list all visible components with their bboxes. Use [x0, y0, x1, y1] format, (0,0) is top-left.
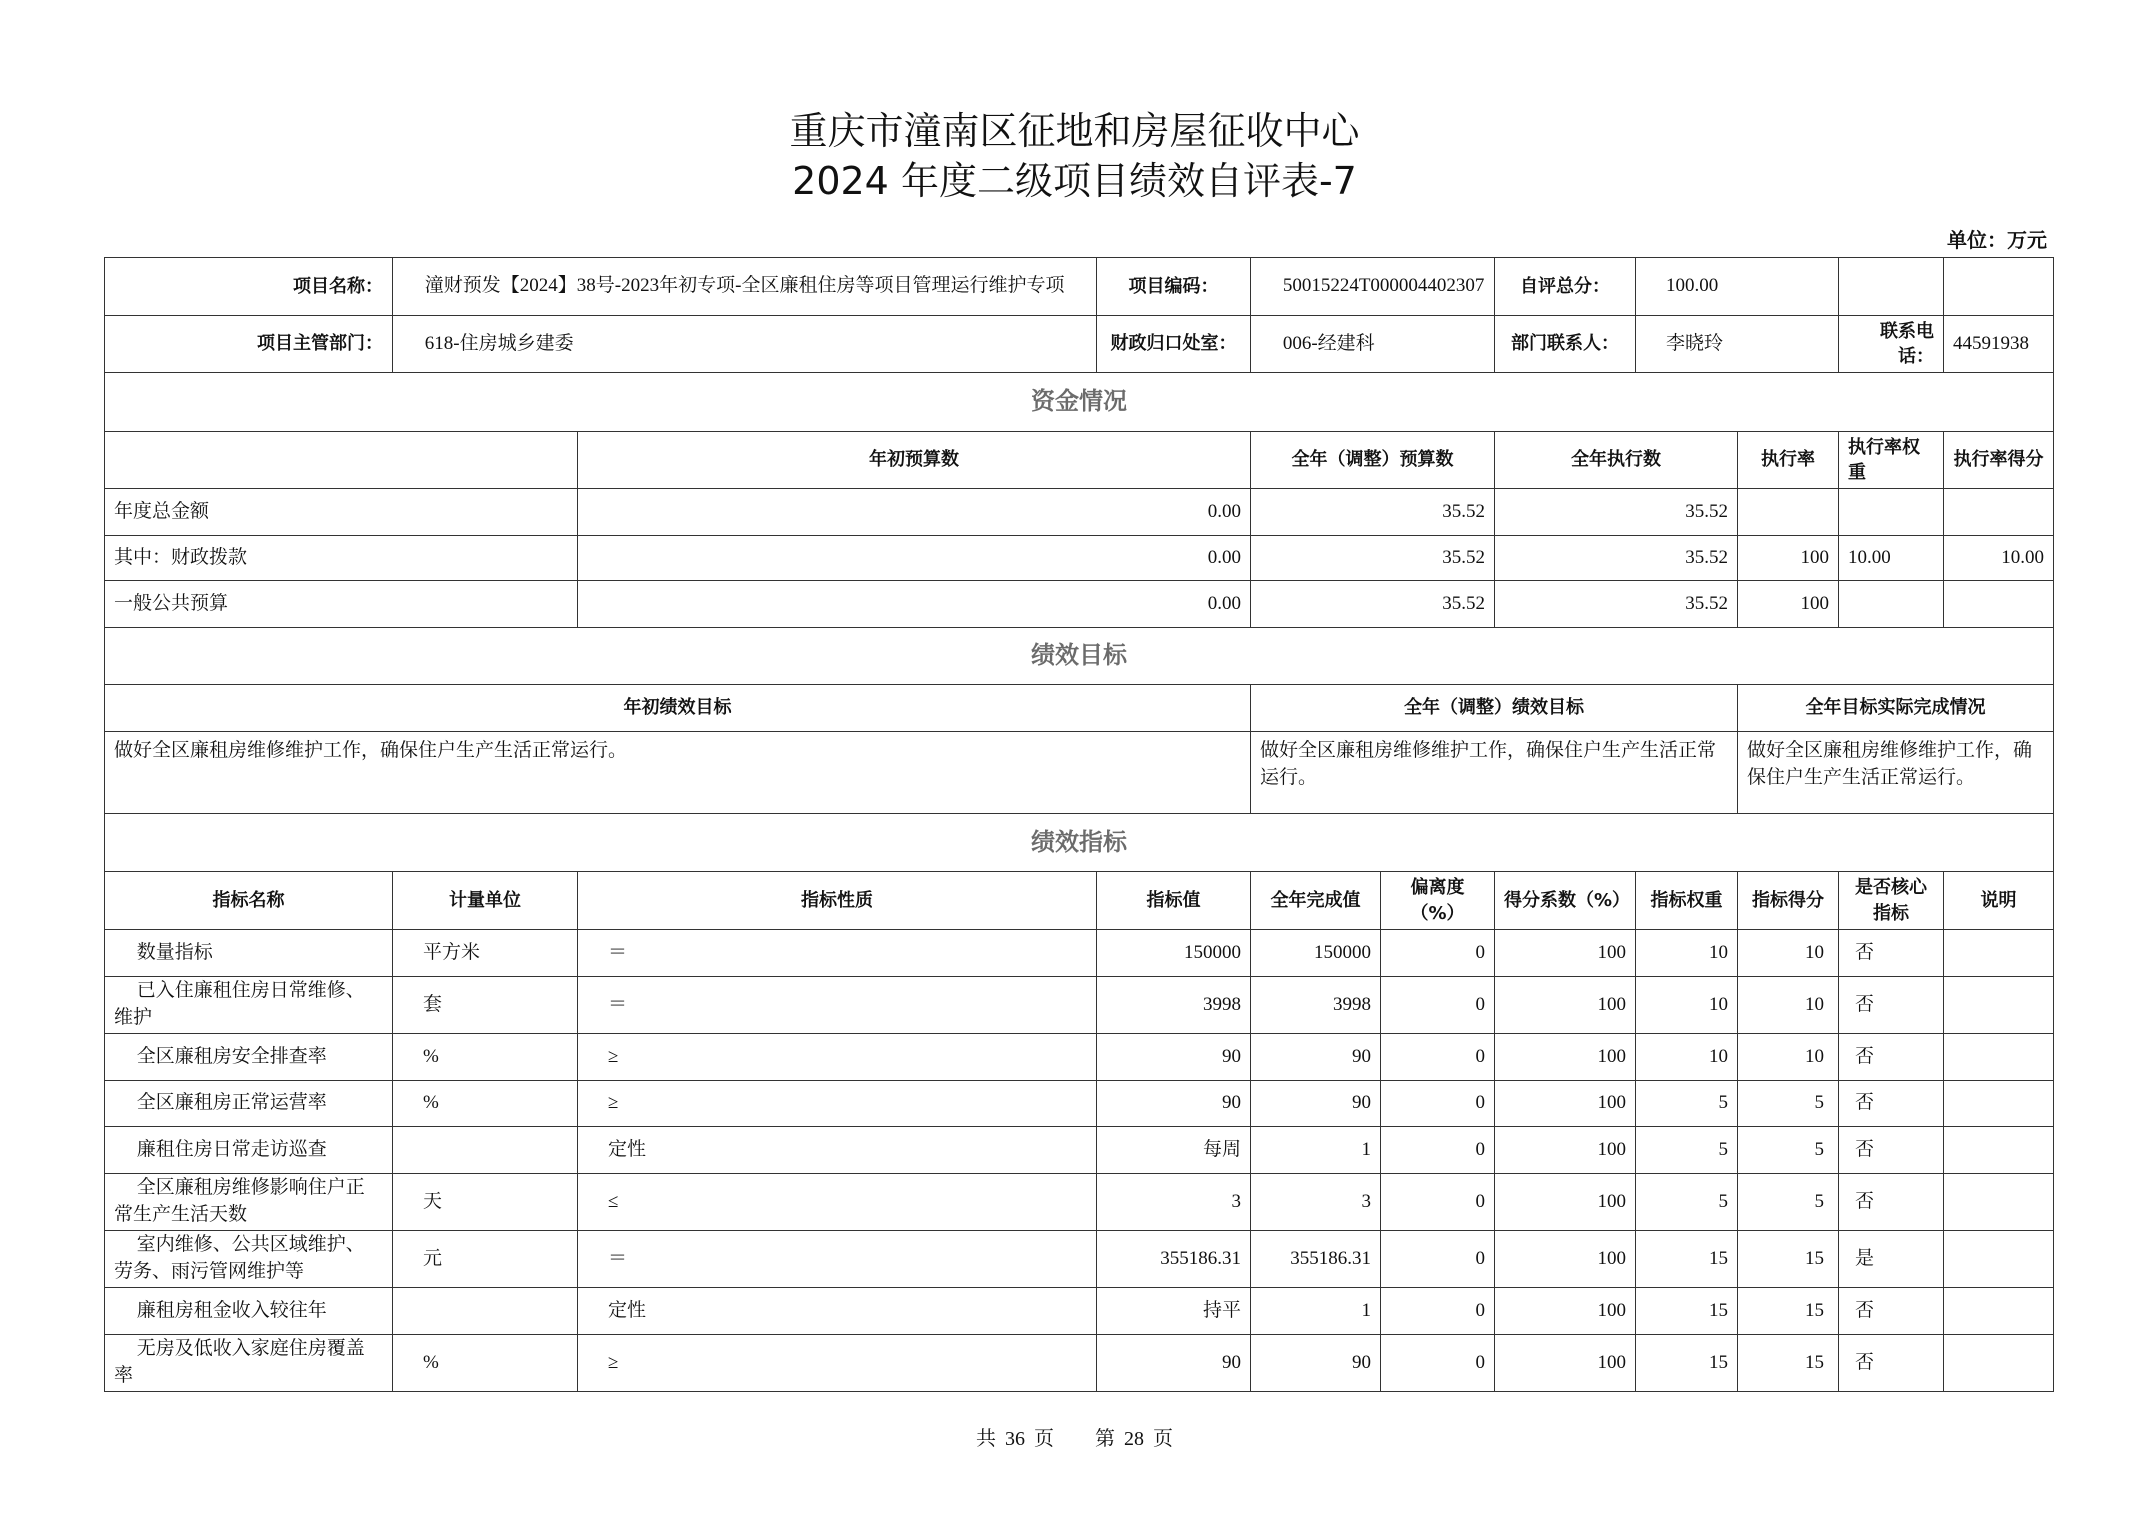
contact-label: 部门联系人：	[1495, 316, 1636, 373]
indicator-header-cell: 指标权重	[1636, 872, 1738, 930]
indicator-row	[105, 977, 2054, 1034]
fund-row	[105, 489, 2054, 536]
indicator-name: 廉租住房日常走访巡查	[105, 1127, 393, 1174]
indicator-name: 全区廉租房正常运营率	[105, 1081, 393, 1127]
indicator-deviation: 0	[1381, 930, 1495, 977]
indicator-deviation: 0	[1381, 1335, 1495, 1392]
indicator-value: 150000	[1097, 930, 1251, 977]
indicator-row	[105, 1174, 2054, 1231]
indicator-weight: 10	[1636, 930, 1738, 977]
indicator-header-cell: 说明	[1944, 872, 2054, 930]
indicator-name: 数量指标	[105, 930, 393, 977]
project-code-value: 50015224T000004402307	[1251, 258, 1495, 316]
indicator-score: 5	[1738, 1174, 1839, 1231]
fund-initial: 0.00	[578, 536, 1251, 581]
indicator-nature: ＝	[578, 977, 1097, 1034]
indicator-core-flag: 否	[1839, 1335, 1944, 1392]
indicator-nature: ＝	[578, 930, 1097, 977]
indicator-value: 90	[1097, 1034, 1251, 1081]
indicator-actual: 3998	[1251, 977, 1381, 1034]
indicator-coefficient: 100	[1495, 1127, 1636, 1174]
indicator-name: 全区廉租房维修影响住户正常生产生活天数	[105, 1174, 393, 1231]
total-pages: 共 36 页	[976, 1428, 1054, 1450]
indicator-score: 10	[1738, 1034, 1839, 1081]
fund-row	[105, 536, 2054, 581]
indicator-actual: 90	[1251, 1034, 1381, 1081]
fund-adjusted: 35.52	[1251, 536, 1495, 581]
indicator-value: 3998	[1097, 977, 1251, 1034]
indicator-note	[1944, 1288, 2054, 1335]
indicator-nature: ≥	[578, 1335, 1097, 1392]
indicator-actual: 90	[1251, 1081, 1381, 1127]
funds-col-weight: 执行率权重	[1839, 432, 1944, 489]
indicator-unit: 平方米	[393, 930, 578, 977]
indicator-note	[1944, 1127, 2054, 1174]
goals-col-adjusted: 全年（调整）绩效目标	[1251, 685, 1738, 732]
department-label: 项目主管部门：	[105, 316, 393, 373]
current-page: 第 28 页	[1095, 1428, 1173, 1450]
phone-value: 44591938	[1944, 316, 2054, 373]
indicator-core-flag: 否	[1839, 1288, 1944, 1335]
indicator-nature: ≥	[578, 1081, 1097, 1127]
finance-office-label: 财政归口处室：	[1097, 316, 1251, 373]
department-value: 618-住房城乡建委	[393, 316, 1097, 373]
indicator-score: 15	[1738, 1335, 1839, 1392]
indicator-score: 5	[1738, 1081, 1839, 1127]
fund-score	[1944, 489, 2054, 536]
finance-office-value: 006-经建科	[1251, 316, 1495, 373]
indicator-name: 无房及低收入家庭住房覆盖率	[105, 1335, 393, 1392]
funds-col-adjusted: 全年（调整）预算数	[1251, 432, 1495, 489]
contact-value: 李晓玲	[1636, 316, 1839, 373]
indicator-core-flag: 否	[1839, 1081, 1944, 1127]
indicator-unit: %	[393, 1335, 578, 1392]
empty-cell	[1839, 258, 1944, 316]
title-line-1: 重庆市潼南区征地和房屋征收中心	[789, 109, 1360, 153]
fund-executed: 35.52	[1495, 489, 1738, 536]
indicator-header-cell: 得分系数（%）	[1495, 872, 1636, 930]
funds-section-title: 资金情况	[105, 373, 2054, 432]
goals-header-row	[105, 685, 2054, 732]
funds-rows	[105, 489, 2054, 628]
indicator-deviation: 0	[1381, 1231, 1495, 1288]
indicator-name: 廉租房租金收入较往年	[105, 1288, 393, 1335]
fund-executed: 35.52	[1495, 536, 1738, 581]
fund-score: 10.00	[1944, 536, 2054, 581]
fund-rate: 100	[1738, 581, 1839, 628]
indicator-header-cell: 计量单位	[393, 872, 578, 930]
indicator-header-cell: 指标性质	[578, 872, 1097, 930]
goals-section-row	[105, 628, 2054, 685]
indicator-actual: 90	[1251, 1335, 1381, 1392]
project-code-label: 项目编码：	[1097, 258, 1251, 316]
fund-adjusted: 35.52	[1251, 489, 1495, 536]
indicator-note	[1944, 1335, 2054, 1392]
funds-section-row	[105, 373, 2054, 432]
indicator-nature: ＝	[578, 1231, 1097, 1288]
fund-weight	[1839, 489, 1944, 536]
indicator-score: 15	[1738, 1288, 1839, 1335]
indicator-header-cell: 是否核心指标	[1839, 872, 1944, 930]
indicator-note	[1944, 1174, 2054, 1231]
funds-col-score: 执行率得分	[1944, 432, 2054, 489]
goal-initial-text: 做好全区廉租房维修维护工作，确保住户生产生活正常运行。	[105, 732, 1251, 814]
indicator-row	[105, 1081, 2054, 1127]
fund-rate	[1738, 489, 1839, 536]
indicator-weight: 5	[1636, 1081, 1738, 1127]
indicators-section-title: 绩效指标	[105, 814, 2054, 872]
goal-actual-text: 做好全区廉租房维修维护工作，确保住户生产生活正常运行。	[1738, 732, 2054, 814]
phone-label: 联系电话：	[1839, 316, 1944, 373]
goals-content-row	[105, 732, 2054, 814]
indicator-coefficient: 100	[1495, 1034, 1636, 1081]
project-name-value: 潼财预发【2024】38号-2023年初专项-全区廉租住房等项目管理运行维护专项	[393, 258, 1097, 316]
title-line-2: 2024 年度二级项目绩效自评表-7	[792, 159, 1357, 203]
fund-weight: 10.00	[1839, 536, 1944, 581]
fund-adjusted: 35.52	[1251, 581, 1495, 628]
indicator-coefficient: 100	[1495, 1335, 1636, 1392]
indicator-unit: 天	[393, 1174, 578, 1231]
fund-score	[1944, 581, 2054, 628]
indicator-core-flag: 是	[1839, 1231, 1944, 1288]
indicator-weight: 15	[1636, 1288, 1738, 1335]
indicator-deviation: 0	[1381, 1034, 1495, 1081]
funds-header-row	[105, 432, 2054, 489]
indicator-actual: 355186.31	[1251, 1231, 1381, 1288]
indicator-header-cell: 指标值	[1097, 872, 1251, 930]
indicator-deviation: 0	[1381, 977, 1495, 1034]
indicator-nature: ≥	[578, 1034, 1097, 1081]
indicator-value: 90	[1097, 1081, 1251, 1127]
empty-cell	[105, 432, 578, 489]
page-footer	[0, 1422, 2149, 1451]
indicator-value: 每周	[1097, 1127, 1251, 1174]
indicator-value: 355186.31	[1097, 1231, 1251, 1288]
total-score-label: 自评总分：	[1495, 258, 1636, 316]
indicator-coefficient: 100	[1495, 1081, 1636, 1127]
indicator-core-flag: 否	[1839, 1174, 1944, 1231]
fund-label: 一般公共预算	[105, 581, 578, 628]
empty-cell	[1944, 258, 2054, 316]
indicator-weight: 5	[1636, 1127, 1738, 1174]
indicator-score: 5	[1738, 1127, 1839, 1174]
project-name-label: 项目名称：	[105, 258, 393, 316]
indicator-unit: %	[393, 1034, 578, 1081]
indicator-note	[1944, 1231, 2054, 1288]
fund-rate: 100	[1738, 536, 1839, 581]
indicator-unit: 套	[393, 977, 578, 1034]
indicator-core-flag: 否	[1839, 930, 1944, 977]
indicator-score: 10	[1738, 930, 1839, 977]
fund-weight	[1839, 581, 1944, 628]
funds-col-executed: 全年执行数	[1495, 432, 1738, 489]
indicator-unit: %	[393, 1081, 578, 1127]
goals-col-initial: 年初绩效目标	[105, 685, 1251, 732]
indicator-header-cell: 全年完成值	[1251, 872, 1381, 930]
indicators-header-row	[105, 872, 2054, 930]
indicator-header-cell: 指标名称	[105, 872, 393, 930]
indicator-coefficient: 100	[1495, 1288, 1636, 1335]
fund-row	[105, 581, 2054, 628]
indicator-score: 15	[1738, 1231, 1839, 1288]
indicator-weight: 10	[1636, 977, 1738, 1034]
info-row-department	[105, 316, 2054, 373]
indicator-actual: 1	[1251, 1288, 1381, 1335]
fund-label: 年度总金额	[105, 489, 578, 536]
goal-adjusted-text: 做好全区廉租房维修维护工作，确保住户生产生活正常运行。	[1251, 732, 1738, 814]
indicator-weight: 5	[1636, 1174, 1738, 1231]
fund-initial: 0.00	[578, 581, 1251, 628]
indicator-rows	[105, 930, 2054, 1392]
indicator-actual: 150000	[1251, 930, 1381, 977]
funds-col-initial: 年初预算数	[578, 432, 1251, 489]
indicator-name: 全区廉租房安全排查率	[105, 1034, 393, 1081]
fund-initial: 0.00	[578, 489, 1251, 536]
indicator-header-cell: 偏离度（%）	[1381, 872, 1495, 930]
indicator-name: 室内维修、公共区域维护、劳务、雨污管网维护等	[105, 1231, 393, 1288]
indicator-coefficient: 100	[1495, 930, 1636, 977]
indicator-weight: 15	[1636, 1231, 1738, 1288]
indicator-header-cell: 指标得分	[1738, 872, 1839, 930]
indicator-deviation: 0	[1381, 1174, 1495, 1231]
indicator-coefficient: 100	[1495, 1174, 1636, 1231]
goals-col-actual: 全年目标实际完成情况	[1738, 685, 2054, 732]
indicator-value: 3	[1097, 1174, 1251, 1231]
unit-label: 单位：万元	[1947, 228, 2047, 252]
indicator-note	[1944, 930, 2054, 977]
indicator-row	[105, 1231, 2054, 1288]
info-row-project	[105, 258, 2054, 316]
total-score-value: 100.00	[1636, 258, 1839, 316]
indicator-nature: ≤	[578, 1174, 1097, 1231]
indicator-value: 90	[1097, 1335, 1251, 1392]
indicator-row	[105, 1288, 2054, 1335]
indicator-core-flag: 否	[1839, 1127, 1944, 1174]
indicators-section-row	[105, 814, 2054, 872]
indicator-note	[1944, 1034, 2054, 1081]
goals-section-title: 绩效目标	[105, 628, 2054, 685]
fund-executed: 35.52	[1495, 581, 1738, 628]
indicator-deviation: 0	[1381, 1127, 1495, 1174]
indicator-nature: 定性	[578, 1288, 1097, 1335]
indicator-unit: 元	[393, 1231, 578, 1288]
indicator-note	[1944, 1081, 2054, 1127]
indicator-unit	[393, 1288, 578, 1335]
indicator-unit	[393, 1127, 578, 1174]
indicator-deviation: 0	[1381, 1081, 1495, 1127]
indicator-weight: 10	[1636, 1034, 1738, 1081]
indicator-actual: 1	[1251, 1127, 1381, 1174]
indicator-coefficient: 100	[1495, 1231, 1636, 1288]
indicator-deviation: 0	[1381, 1288, 1495, 1335]
indicator-core-flag: 否	[1839, 1034, 1944, 1081]
fund-label: 其中：财政拨款	[105, 536, 578, 581]
indicator-actual: 3	[1251, 1174, 1381, 1231]
indicator-value: 持平	[1097, 1288, 1251, 1335]
indicator-row	[105, 1127, 2054, 1174]
indicator-score: 10	[1738, 977, 1839, 1034]
indicator-weight: 15	[1636, 1335, 1738, 1392]
indicator-row	[105, 1335, 2054, 1392]
document-title	[0, 106, 2149, 206]
indicator-core-flag: 否	[1839, 977, 1944, 1034]
indicator-row	[105, 1034, 2054, 1081]
indicator-nature: 定性	[578, 1127, 1097, 1174]
evaluation-table	[104, 257, 2054, 1392]
funds-col-rate: 执行率	[1738, 432, 1839, 489]
indicator-name: 已入住廉租住房日常维修、维护	[105, 977, 393, 1034]
indicator-coefficient: 100	[1495, 977, 1636, 1034]
indicator-row	[105, 930, 2054, 977]
indicator-note	[1944, 977, 2054, 1034]
